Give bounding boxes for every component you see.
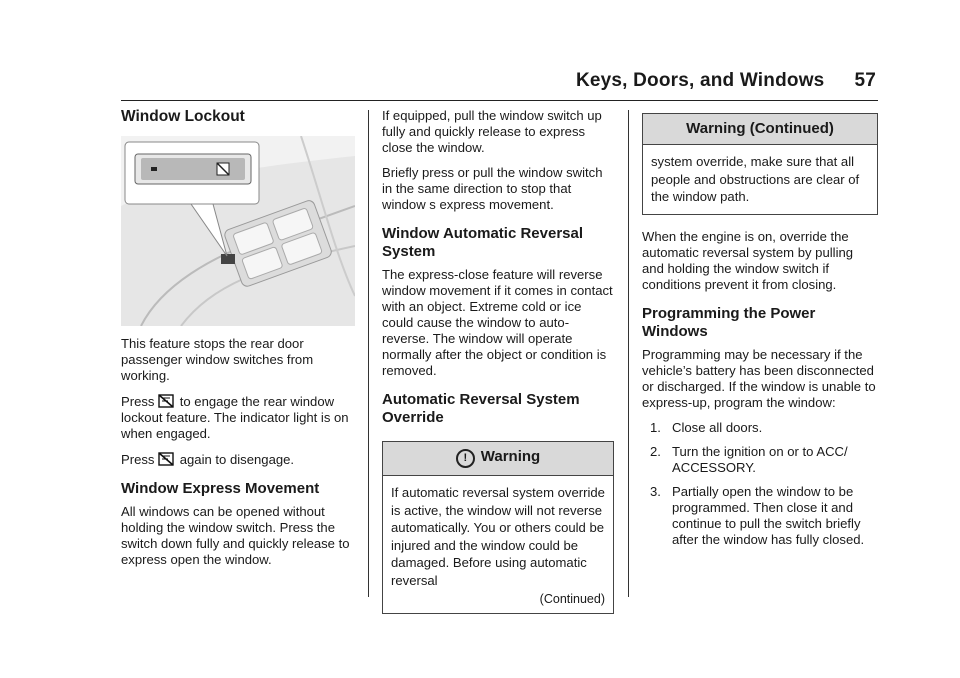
warning-box (382, 441, 614, 614)
list-item: 1. Close all doors. (650, 419, 763, 435)
window-lockout-icon (158, 393, 174, 409)
warning-continued: (Continued) (539, 592, 605, 606)
warning-icon: ! (456, 449, 475, 468)
override-text: When the engine is on, override the automatic reversal system by pulling and holding the window switch if conditions prevent it from closing. (642, 228, 854, 292)
window-lockout-icon (158, 451, 174, 467)
header-rule (121, 100, 878, 101)
header-title: Keys, Doors, and Windows (575, 70, 825, 91)
column-divider (368, 110, 369, 597)
express-stop-text: Briefly press or pull the window switch in the same direction to stop that window s express movement. (382, 165, 603, 212)
window-lockout-button-icon (217, 163, 229, 175)
express-movement-text: All windows can be opened without holding the window switch. Press the switch down fully and quickly release to express open the window. (121, 504, 350, 567)
heading-window-lockout: Window Lockout (121, 108, 245, 125)
automatic-reversal-text: The express-close feature will reverse window movement if it comes in contact with an object. Extreme cold or ice could cause the window to auto-reverse. The window will operate normally after the object or condition is removed. (382, 267, 613, 378)
column-left (121, 108, 357, 577)
warning-body: If automatic reversal system override is active, the window will not reverse automatically. You or others could be injured and the window could be damaged. Before using automatic reversal (Continued) (383, 476, 613, 613)
heading-reversal-override: Automatic Reversal System Override (382, 391, 580, 426)
running-header (576, 70, 876, 92)
lockout-description: This feature stops the rear door passenger window switches from working. (121, 336, 314, 383)
programming-steps (642, 420, 878, 548)
warning-header: ! Warning (383, 442, 613, 476)
heading-express-movement: Window Express Movement (121, 480, 320, 497)
column-middle (382, 108, 614, 614)
warning-continued-box (642, 113, 878, 215)
express-close-text: If equipped, pull the window switch up fully and quickly release to express close the window. (382, 108, 602, 155)
heading-programming-windows: Programming the Power Windows (642, 304, 816, 340)
window-lockout-illustration (121, 136, 355, 326)
column-right (642, 108, 878, 556)
list-item: 3. Partially open the window to be programmed. Then close it and continue to pull the switch briefly after the window has fully closed. (650, 483, 865, 547)
heading-automatic-reversal: Window Automatic Reversal System (382, 225, 584, 260)
warning-continued-body: system override, make sure that all people and obstructions are clear of the window path. (651, 154, 860, 204)
lockout-disengage-text: Press again to disengage. (121, 452, 295, 467)
list-item: 2. Turn the ignition on or to ACC/ ACCESSORY. (650, 443, 848, 475)
warning-continued-header: Warning (Continued) (643, 114, 877, 145)
lockout-engage-text: Press to engage the rear window lockout feature. The indicator light is on when engaged. (121, 394, 349, 441)
column-divider (628, 110, 629, 597)
programming-text: Programming may be necessary if the vehicle’s battery has been disconnected or discharged. If the window is unable to express-up, program the window: (642, 346, 876, 410)
page-number: 57 (854, 70, 876, 91)
